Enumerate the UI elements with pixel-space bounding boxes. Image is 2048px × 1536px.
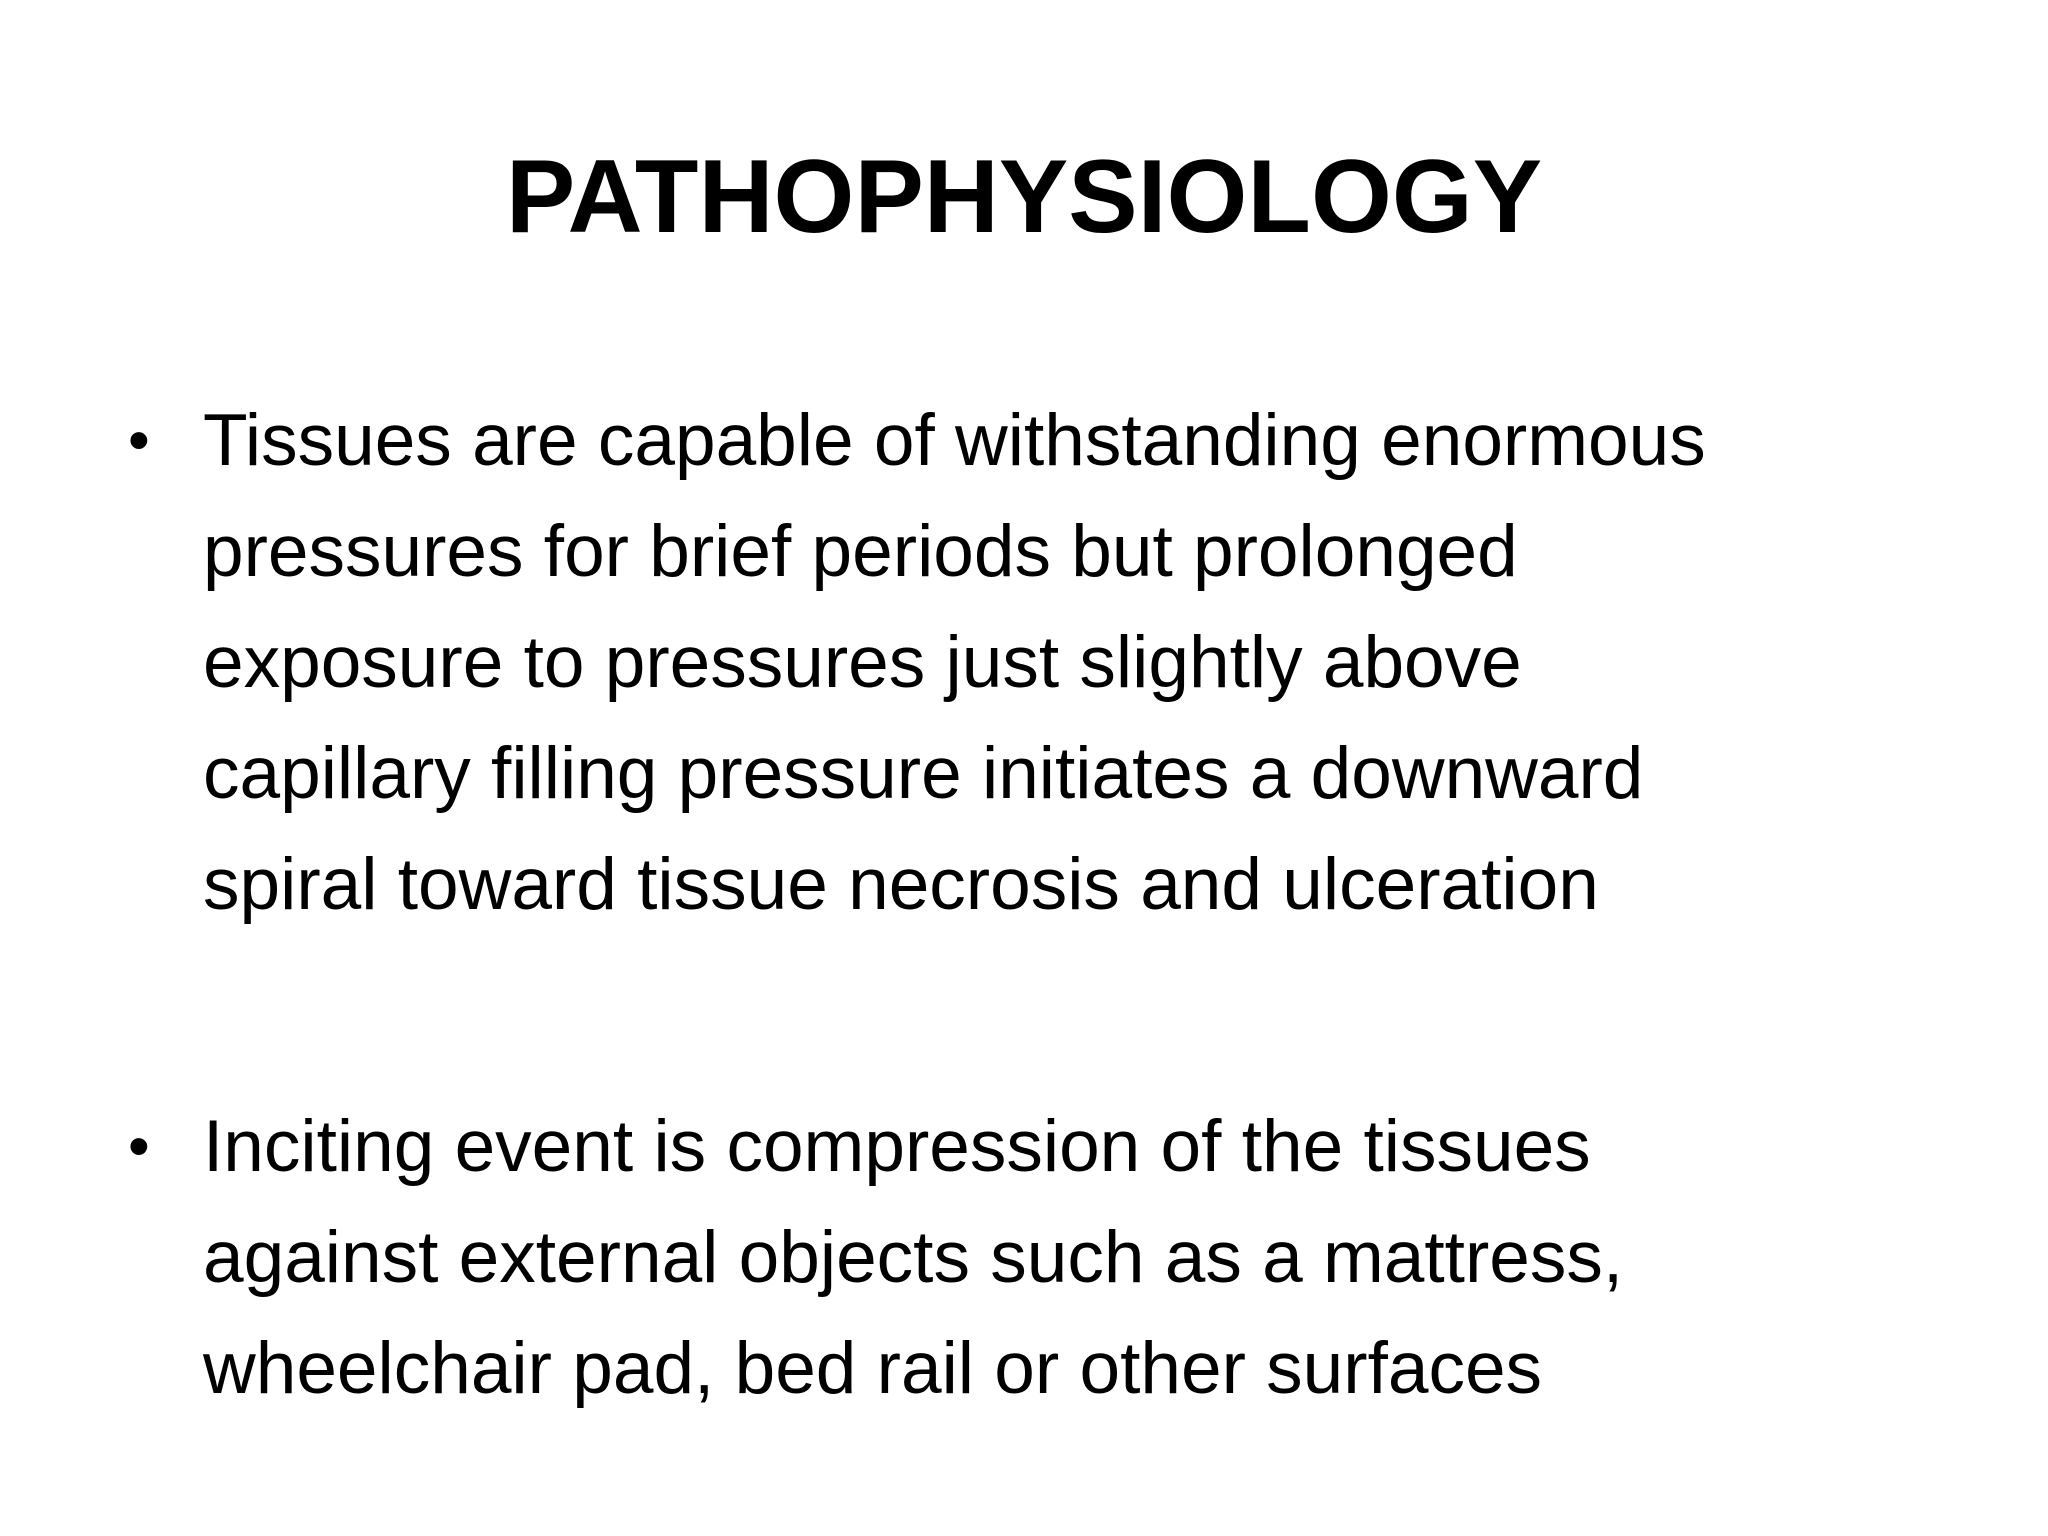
bullet-item xyxy=(120,385,1980,940)
bullet-text-line: wheelchair pad, bed rail or other surfaces xyxy=(203,1328,1543,1409)
bullet-dot-icon: • xyxy=(128,1112,150,1181)
bullet-text-line: Inciting event is compression of the tissues xyxy=(203,1106,1591,1187)
bullet-text-line: exposure to pressures just slightly above xyxy=(203,622,1522,703)
bullet-dot-icon: • xyxy=(128,406,150,475)
bullet-text-line: pressures for brief periods but prolonged xyxy=(203,511,1518,592)
bullet-text-line: spiral toward tissue necrosis and ulceration xyxy=(203,844,1599,925)
bullet-list xyxy=(120,385,1980,1424)
bullet-text-line: Tissues are capable of withstanding enormous xyxy=(203,400,1706,481)
slide-title: PATHOPHYSIOLOGY xyxy=(505,139,1543,255)
bullet-text-line: capillary filling pressure initiates a downward xyxy=(203,733,1644,814)
bullet-item xyxy=(120,1091,1980,1424)
bullet-text-line: against external objects such as a mattress, xyxy=(203,1217,1624,1298)
